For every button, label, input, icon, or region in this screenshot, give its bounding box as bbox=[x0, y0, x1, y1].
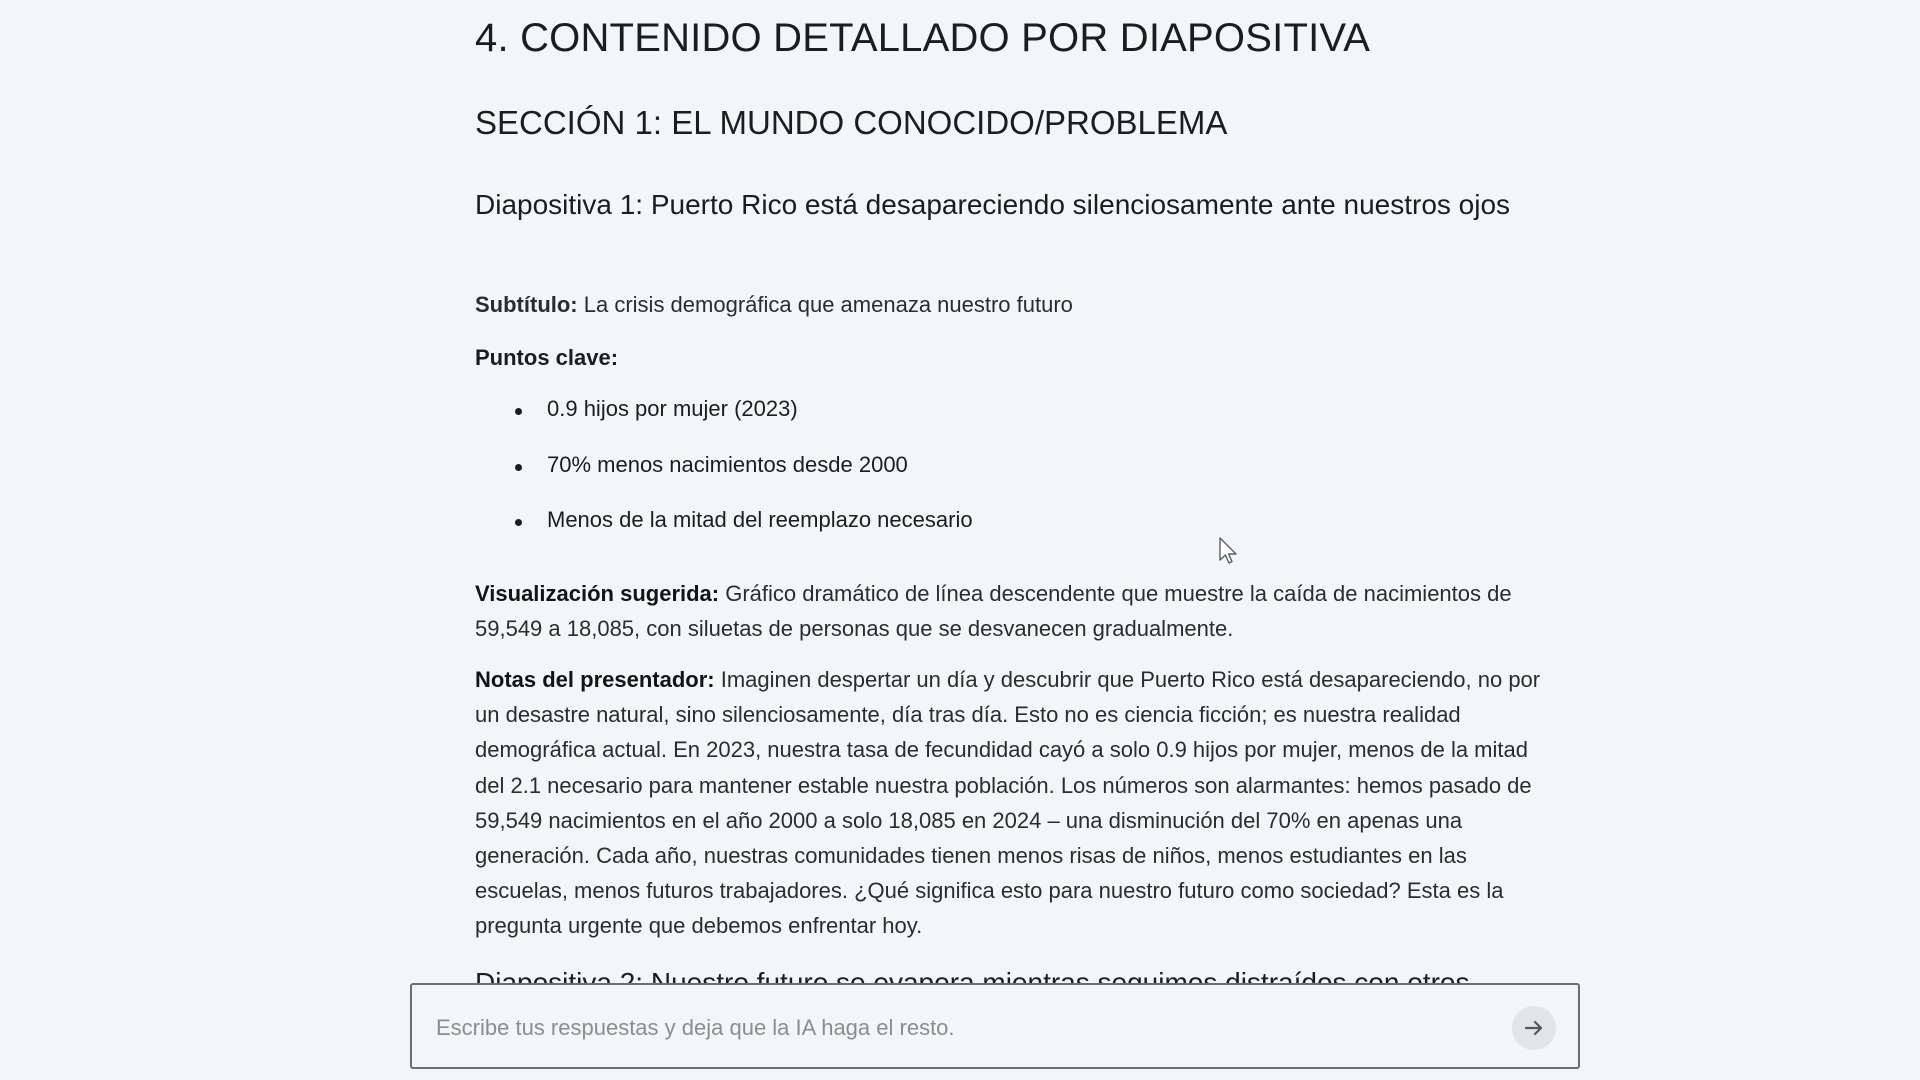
key-points-heading: Puntos clave: bbox=[475, 345, 619, 370]
list-item bbox=[475, 507, 973, 563]
notes-text: Imaginen despertar un día y descubrir que Puerto Rico está desapareciendo, no por un desastre natural, sino silenciosamente, día tras día. Esto no es ciencia ficción; es nuestra realidad demográfica actual. En 2023, nuestra tasa de fecundidad cayó a solo 0.9 hijos por mujer, menos de la mitad del 2.1 necesario para mantener estable nuestra población. Los números son alarmantes: hemos pasado de 59,549 nacimientos en el año 2000 a solo 18,085 en 2024 – una disminución del 70% en apenas una generación. Cada año, nuestras comunidades tienen menos risas de niños, menos estudiantes en las escuelas, menos futuros trabajadores. ¿Qué significa esto para nuestro futuro como sociedad? Esta es la pregunta urgente que debemos enfrentar hoy. bbox=[475, 667, 1541, 939]
subtitle-text: La crisis demográfica que amenaza nuestro futuro bbox=[577, 292, 1073, 317]
list-item bbox=[475, 452, 973, 508]
notes-label: Notas del presentador: bbox=[475, 667, 715, 692]
mouse-cursor-icon bbox=[1218, 536, 1240, 566]
bullet-icon bbox=[515, 519, 522, 526]
slide-title: Diapositiva 1: Puerto Rico está desapareciendo silenciosamente ante nuestros ojos bbox=[475, 189, 1511, 220]
visualization-label: Visualización sugerida: bbox=[475, 581, 720, 606]
slide-subtitle bbox=[475, 292, 1073, 318]
presenter-notes bbox=[475, 662, 1550, 944]
list-item bbox=[475, 396, 973, 452]
visualization-text: Gráfico dramático de línea descendente que muestre la caída de nacimientos de 59,549 a 18,085, con siluetas de personas que se desvanecen gradualmente. bbox=[475, 581, 1512, 642]
chat-input[interactable] bbox=[434, 1007, 1478, 1049]
bullet-icon bbox=[515, 464, 522, 471]
section-heading: SECCIÓN 1: EL MUNDO CONOCIDO/PROBLEMA bbox=[475, 104, 1228, 141]
key-points-list bbox=[475, 396, 973, 563]
arrow-right-icon bbox=[1522, 1016, 1546, 1040]
key-point-text: 70% menos nacimientos desde 2000 bbox=[547, 451, 908, 477]
bullet-icon bbox=[515, 408, 522, 415]
suggested-visualization bbox=[475, 576, 1550, 646]
key-point-text: Menos de la mitad del reemplazo necesario bbox=[547, 507, 973, 532]
document-title: 4. CONTENIDO DETALLADO POR DIAPOSITIVA bbox=[475, 16, 1371, 60]
subtitle-label: Subtítulo: bbox=[475, 292, 578, 317]
send-button[interactable] bbox=[1512, 1006, 1556, 1050]
chat-input-bar bbox=[410, 983, 1580, 1069]
key-point-text: 0.9 hijos por mujer (2023) bbox=[547, 396, 798, 421]
